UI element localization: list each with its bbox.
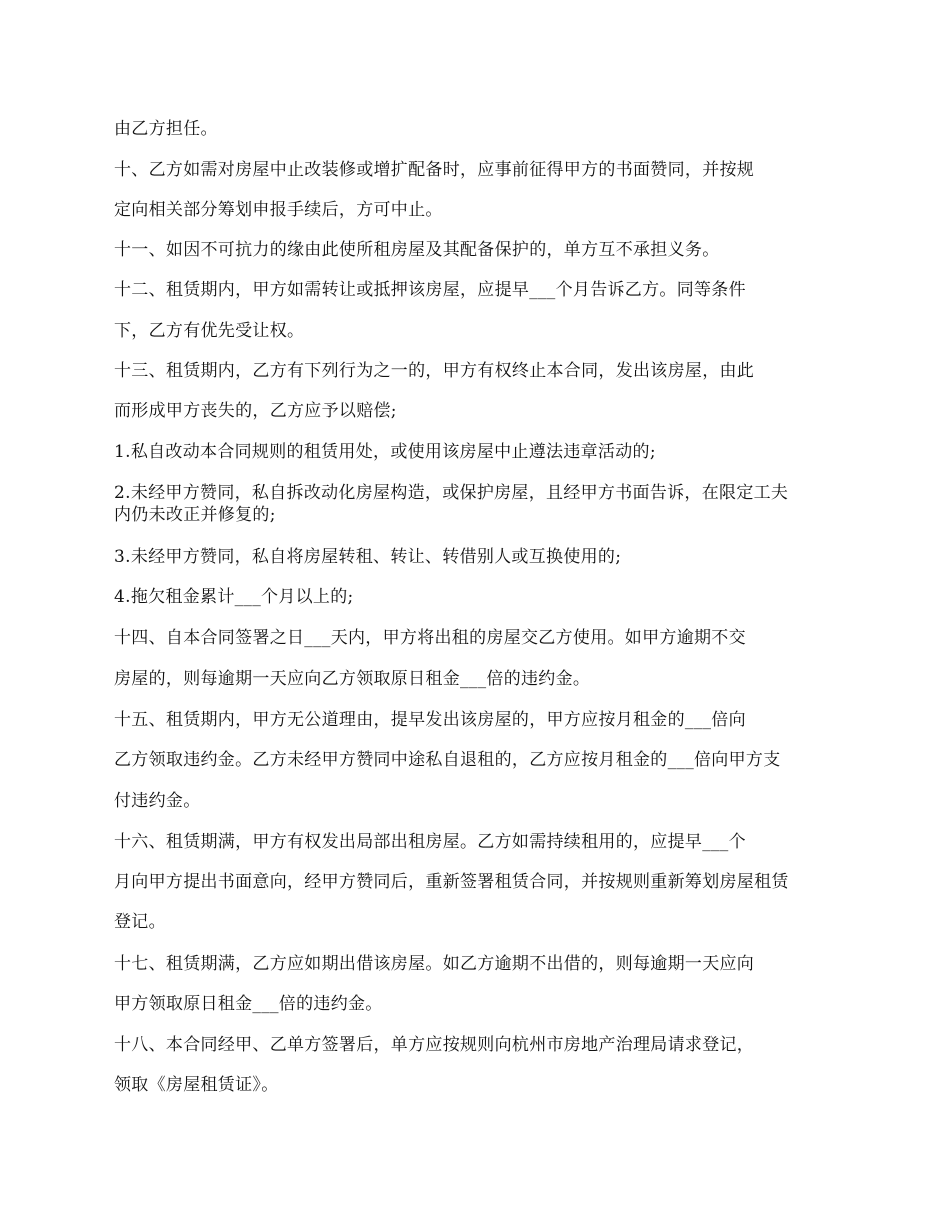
text-line: 十一、如因不可抗力的缘由此使所租房屋及其配备保护的，单方互不承担义务。 [114, 240, 720, 260]
text-line: 1.私自改动本合同规则的租赁用处，或使用该房屋中止遵法违章活动的; [114, 442, 656, 462]
text-line: 而形成甲方丧失的，乙方应予以赔偿; [114, 401, 397, 421]
text-line: 甲方领取原日租金___倍的违约金。 [114, 994, 383, 1014]
text-line: 十八、本合同经甲、乙单方签署后，单方应按规则向杭州市房地产治理局请求登记， [114, 1035, 755, 1055]
text-line: 领取《房屋租赁证》。 [114, 1075, 279, 1095]
text-line: 由乙方担任。 [114, 119, 218, 139]
text-line: 付违约金。 [114, 791, 201, 811]
text-line: 十、乙方如需对房屋中止改装修或增扩配备时，应事前征得甲方的书面赞同，并按规 [114, 160, 755, 180]
text-line: 3.未经甲方赞同，私自将房屋转租、转让、转借别人或互换使用的; [114, 547, 622, 567]
text-line: 十二、租赁期内，甲方如需转让或抵押该房屋，应提早___个月告诉乙方。同等条件 [114, 280, 746, 300]
text-line: 十五、租赁期内，甲方无公道理由，提早发出该房屋的，甲方应按月租金的___倍向 [114, 710, 746, 730]
text-line: 房屋的，则每逾期一天应向乙方领取原日租金___倍的违约金。 [114, 669, 591, 689]
text-line: 十七、租赁期满，乙方应如期出借该房屋。如乙方逾期不出借的，则每逾期一天应向 [114, 954, 755, 974]
text-line: 月向甲方提出书面意向，经甲方赞同后，重新签署租赁合同，并按规则重新筹划房屋租赁 [114, 872, 789, 892]
text-line: 十三、租赁期内，乙方有下列行为之一的，甲方有权终止本合同，发出该房屋，由此 [114, 361, 755, 381]
text-line: 乙方领取违约金。乙方未经甲方赞同中途私自退租的，乙方应按月租金的___倍向甲方支 [114, 750, 781, 770]
text-line: 十六、租赁期满，甲方有权发出局部出租房屋。乙方如需持续租用的，应提早___个 [114, 832, 746, 852]
text-line: 下，乙方有优先受让权。 [114, 321, 305, 341]
text-line: 登记。 [114, 912, 166, 932]
text-line: 4.拖欠租金累计___个月以上的; [114, 587, 354, 607]
text-line: 定向相关部分筹划申报手续后，方可中止。 [114, 200, 443, 220]
text-line: 十四、自本合同签署之日___天内，甲方将出租的房屋交乙方使用。如甲方逾期不交 [114, 628, 746, 648]
text-line: 2.未经甲方赞同，私自拆改动化房屋构造，或保护房屋，且经甲方书面告诉，在限定工夫 [114, 483, 789, 503]
text-line: 内仍未改正并修复的; [114, 505, 276, 525]
